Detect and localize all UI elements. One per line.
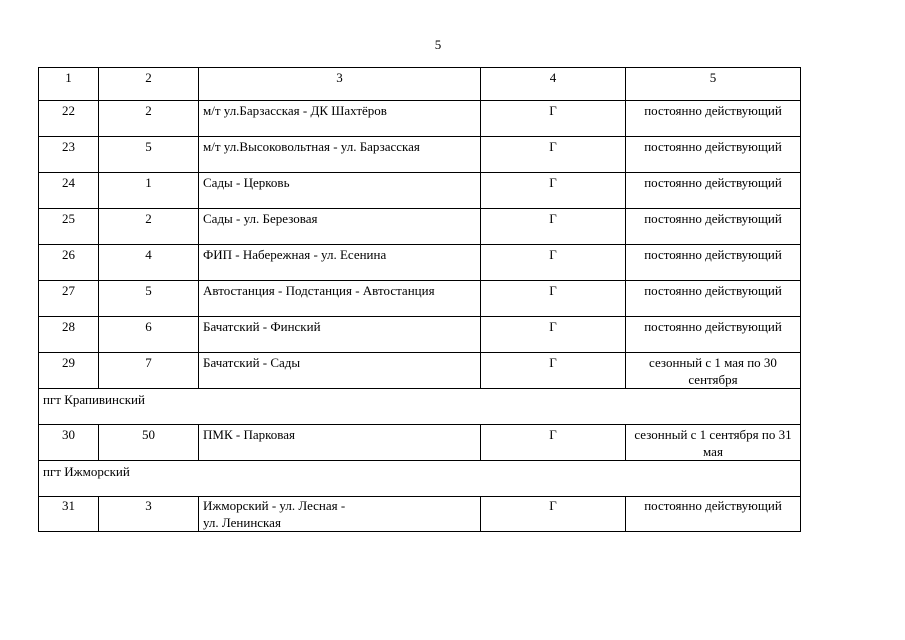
route-mode: сезонный с 1 мая по 30 сентября — [626, 353, 801, 389]
row-number: 23 — [39, 137, 99, 173]
table-row — [39, 101, 801, 137]
row-number: 27 — [39, 281, 99, 317]
row-number: 31 — [39, 497, 99, 532]
header-col-1: 1 — [39, 68, 99, 101]
route-type: Г — [481, 281, 626, 317]
route-type: Г — [481, 137, 626, 173]
row-number: 24 — [39, 173, 99, 209]
route-number: 2 — [99, 101, 199, 137]
header-col-4: 4 — [481, 68, 626, 101]
route-type: Г — [481, 173, 626, 209]
route-path: Сады - ул. Березовая — [199, 209, 481, 245]
row-number: 22 — [39, 101, 99, 137]
route-type: Г — [481, 101, 626, 137]
route-number: 1 — [99, 173, 199, 209]
route-mode: постоянно действующий — [626, 245, 801, 281]
route-number: 3 — [99, 497, 199, 532]
route-path-line-1: Ижморский - ул. Лесная - — [203, 498, 346, 513]
route-number: 5 — [99, 281, 199, 317]
table-row — [39, 353, 801, 389]
route-type: Г — [481, 209, 626, 245]
route-mode: постоянно действующий — [626, 497, 801, 532]
route-mode: постоянно действующий — [626, 101, 801, 137]
page-number: 5 — [434, 37, 442, 52]
route-path: м/т ул.Барзасская - ДК Шахтёров — [199, 101, 481, 137]
route-type: Г — [481, 497, 626, 532]
routes-table — [38, 67, 801, 532]
section-title: пгт Ижморский — [39, 461, 801, 497]
route-path: Бачатский - Финский — [199, 317, 481, 353]
route-mode: постоянно действующий — [626, 173, 801, 209]
route-type: Г — [481, 245, 626, 281]
route-mode: постоянно действующий — [626, 209, 801, 245]
row-number: 26 — [39, 245, 99, 281]
table-row — [39, 137, 801, 173]
route-number: 2 — [99, 209, 199, 245]
route-path — [199, 497, 481, 532]
route-number: 4 — [99, 245, 199, 281]
row-number: 25 — [39, 209, 99, 245]
row-number: 30 — [39, 425, 99, 461]
route-number: 50 — [99, 425, 199, 461]
table-header-row — [39, 68, 801, 101]
table-row — [39, 173, 801, 209]
table-row — [39, 281, 801, 317]
route-mode: постоянно действующий — [626, 137, 801, 173]
route-path: Бачатский - Сады — [199, 353, 481, 389]
header-col-3: 3 — [199, 68, 481, 101]
route-mode: постоянно действующий — [626, 281, 801, 317]
table-row — [39, 317, 801, 353]
route-type: Г — [481, 317, 626, 353]
section-row-izhmorsky — [39, 461, 801, 497]
route-path: ПМК - Парковая — [199, 425, 481, 461]
header-col-5: 5 — [626, 68, 801, 101]
route-number: 5 — [99, 137, 199, 173]
route-number: 7 — [99, 353, 199, 389]
route-path: м/т ул.Высоковольтная - ул. Барзасская — [199, 137, 481, 173]
row-number: 28 — [39, 317, 99, 353]
table-row — [39, 497, 801, 532]
route-number: 6 — [99, 317, 199, 353]
table-row — [39, 209, 801, 245]
section-title: пгт Крапивинский — [39, 389, 801, 425]
route-path-line-2: ул. Ленинская — [203, 515, 281, 530]
route-type: Г — [481, 353, 626, 389]
table-row — [39, 425, 801, 461]
route-type: Г — [481, 425, 626, 461]
route-path: Сады - Церковь — [199, 173, 481, 209]
row-number: 29 — [39, 353, 99, 389]
route-path: ФИП - Набережная - ул. Есенина — [199, 245, 481, 281]
route-mode: постоянно действующий — [626, 317, 801, 353]
header-col-2: 2 — [99, 68, 199, 101]
route-path: Автостанция - Подстанция - Автостанция — [199, 281, 481, 317]
section-row-krapivinsky — [39, 389, 801, 425]
table-row — [39, 245, 801, 281]
route-mode: сезонный с 1 сентября по 31 мая — [626, 425, 801, 461]
